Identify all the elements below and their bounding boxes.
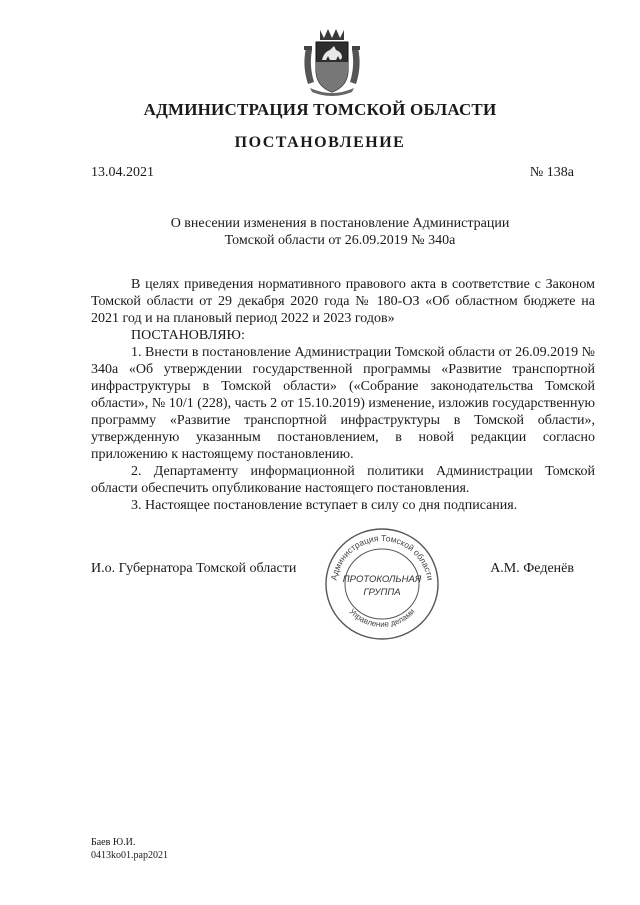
document-number: № 138а xyxy=(529,165,574,180)
footer-file: 0413ko01.pap2021 xyxy=(91,850,168,861)
stamp-bottom-text: Управление делами xyxy=(347,606,417,629)
signatory-role: И.о. Губернатора Томской области xyxy=(91,561,297,576)
official-stamp xyxy=(322,525,442,643)
item-paragraph: 3. Настоящее постановление вступает в силу со дня подписания. xyxy=(131,498,518,513)
decree-heading: ПОСТАНОВЛЯЮ: xyxy=(131,328,245,343)
document-body xyxy=(91,276,595,514)
document-type-title: ПОСТАНОВЛЕНИЕ xyxy=(234,134,406,151)
footer-author: Баев Ю.И. xyxy=(91,837,136,848)
organization-title: АДМИНИСТРАЦИЯ ТОМСКОЙ ОБЛАСТИ xyxy=(143,100,497,119)
subject-line: О внесении изменения в постановление Администрации xyxy=(170,216,510,231)
document-date: 13.04.2021 xyxy=(91,165,154,180)
item-paragraph: 2. Департаменту информационной политики Администрации Томской области обеспечить опубликование настоящего постановления. xyxy=(91,464,595,496)
signatory-name: А.М. Феденёв xyxy=(490,561,574,576)
subject-line: Томской области от 26.09.2019 № 340а xyxy=(224,233,456,248)
stamp-ring-text: Администрация Томской области xyxy=(328,532,436,582)
tomsk-coat-of-arms-icon xyxy=(300,26,364,98)
stamp-center-line: ПРОТОКОЛЬНАЯ xyxy=(342,574,422,585)
document-footer xyxy=(91,836,168,862)
document-subject xyxy=(120,215,560,249)
preamble-paragraph: В целях приведения нормативного правового акта в соответствие с Законом Томской области от 29 декабря 2020 года № 180-ОЗ «Об областном бюджете на 2021 год и на плановый период 2022 и 2023 годов» xyxy=(91,277,595,326)
stamp-center-line: ГРУППА xyxy=(363,587,401,598)
item-paragraph: 1. Внести в постановление Администрации Томской области от 26.09.2019 № 340а «Об утверждении государственной программы «Развитие транспортной инфраструктуры в Томской области» («Собрание законодательства Томской области», № 10/1 (228), часть 2 от 15.10.2019) изменение, изложив государственную программу «Развитие транспортной инфраструктуры в Томской области», утвержденную указанным постановлением, в новой редакции согласно приложению к настоящему постановлению. xyxy=(91,345,595,462)
